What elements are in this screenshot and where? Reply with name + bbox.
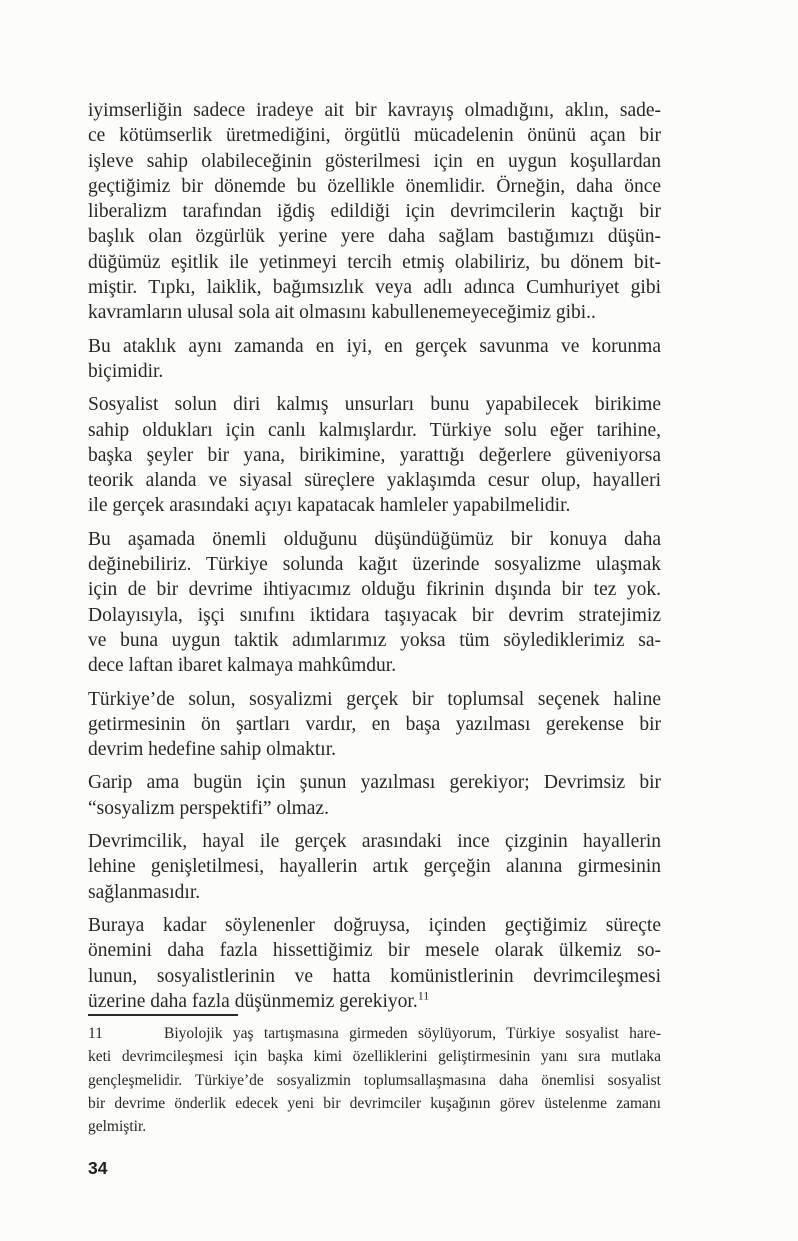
text-line: lehine genişletilmesi, hayallerin artık gerçeğin alanına girmesinin [88, 856, 661, 878]
paragraph [88, 334, 661, 385]
footnote-line: bir devrime önderlik edecek yeni bir devrimciler kuşağının görev üstelenme zamanı [88, 1094, 661, 1112]
text-line: devrim hedefine sahip olmaktır. [88, 739, 337, 761]
text-line: Dolayısıyla, işçi sınıfını iktidara taşıyacak bir devrim stratejimiz [88, 604, 661, 626]
paragraph [88, 392, 661, 518]
text-line: Garip ama bugün için şunun yazılması gerekiyor; Devrimsiz bir [88, 772, 661, 794]
text-line: Buraya kadar söylenenler doğruysa, içinden geçtiğimiz süreçte [88, 914, 661, 936]
text-line: işleve sahip olabileceğinin gösterilmesi için en uygun koşullardan [88, 150, 661, 172]
text-line: Bu ataklık aynı zamanda en iyi, en gerçek savunma ve korunma [88, 335, 661, 357]
paragraph [88, 829, 661, 905]
text-line: Devrimcilik, hayal ile gerçek arasındaki ince çizginin hayallerin [88, 831, 661, 853]
text-line: ile gerçek arasındaki açıyı kapatacak hamleler yapabilmelidir. [88, 495, 571, 517]
paragraph [88, 913, 661, 1014]
text-line: sahip oldukları için canlı kalmışlardır. Türkiye solu eğer tarihine, [88, 419, 661, 441]
footnote-block [88, 1014, 661, 1138]
footnote-line: keti devrimcileşmesi için başka kimi özelliklerini geliştirmesinin yanı sıra mutlaka [88, 1048, 661, 1066]
footnote-line: gençleşmelidir. Türkiye’de sosyalizmin toplumsallaşmasına daha önemlisi sosyalist [88, 1071, 661, 1089]
text-line: liberalizm tarafından iğdiş edildiği için devrimcilerin kaçtığı bir [88, 201, 661, 223]
text-line: dece laftan ibaret kalmaya mahkûmdur. [88, 655, 397, 677]
text-line: iyimserliğin sadece iradeye ait bir kavrayış olmadığını, aklın, sade- [88, 100, 661, 121]
text-line: önemini daha fazla hissettiğimiz bir mesele olarak ülkemiz so- [88, 940, 661, 962]
text-line: geçtiğimiz bir dönemde bu özellikle önemlidir. Örneğin, daha önce [88, 175, 661, 197]
text-line: miştir. Tıpkı, laiklik, bağımsızlık veya adlı adınca Cumhuriyet gibi [88, 277, 661, 299]
text-line: biçimidir. [88, 360, 164, 382]
body-text [88, 98, 661, 1022]
text-line: lunun, sosyalistlerinin ve hatta komünistlerinin devrimcileşmesi [88, 965, 661, 987]
text-line: Sosyalist solun diri kalmış unsurları bunu yapabilecek birikime [88, 394, 661, 416]
text-line: teorik alanda ve siyasal süreçlere yaklaşımda cesur olup, hayalleri [88, 470, 661, 492]
text-line: ve buna uygun taktik adımlarımız yoksa tüm söylediklerimiz sa- [88, 629, 661, 651]
footnote-number: 11 [88, 1025, 103, 1042]
text-line: düğümüz eşitlik ile yetinmeyi tercih etmiş olabiliriz, bu dönem bit- [88, 251, 661, 273]
text-line: sağlanmasıdır. [88, 881, 201, 903]
text-line: Bu aşamada önemli olduğunu düşündüğümüz bir konuya daha [88, 528, 661, 550]
footnote-rule [88, 1014, 238, 1016]
text-line: için de bir devrime ihtiyacımız olduğu fikrinin dışında bir tez yok. [88, 579, 661, 601]
text-line: başlık olan özgürlük yerine yere daha sağlam bastığımızı düşün- [88, 226, 661, 248]
text-line: getirmesinin ön şartları vardır, en başa yazılması gerekense bir [88, 713, 661, 735]
text-line: başka şeyler bir yana, birikimine, yarattığı değerlere güveniyorsa [88, 444, 661, 466]
text-line: üzerine daha fazla düşünmemiz gerekiyor.$^{11}$ [88, 988, 430, 1012]
paragraph [88, 98, 661, 326]
text-line: Türkiye’de solun, sosyalizmi gerçek bir toplumsal seçenek haline [88, 688, 661, 710]
text-line: “sosyalizm perspektifi” olmaz. [88, 797, 329, 819]
page-number: 34 [88, 1158, 108, 1178]
paragraph [88, 527, 661, 679]
footnote-reference: 11 [417, 988, 430, 1003]
text-line: değinebiliriz. Türkiye solunda kağıt üzerinde sosyalizme ulaşmak [88, 554, 661, 576]
text-line: ce kötümserlik üretmediğini, örgütlü mücadelenin önünü açan bir [88, 125, 661, 147]
paragraph [88, 770, 661, 821]
paragraph [88, 687, 661, 763]
text-line: kavramların ulusal sola ait olmasını kabullenemeyeceğimiz gibi.. [88, 302, 596, 324]
footnote-line: 11 Biyolojik yaş tartışmasına girmeden söylüyorum, Türkiye sosyalist hare- [88, 1022, 661, 1045]
footnote-text [88, 1022, 661, 1138]
footnote-line: gelmiştir. [88, 1118, 147, 1136]
